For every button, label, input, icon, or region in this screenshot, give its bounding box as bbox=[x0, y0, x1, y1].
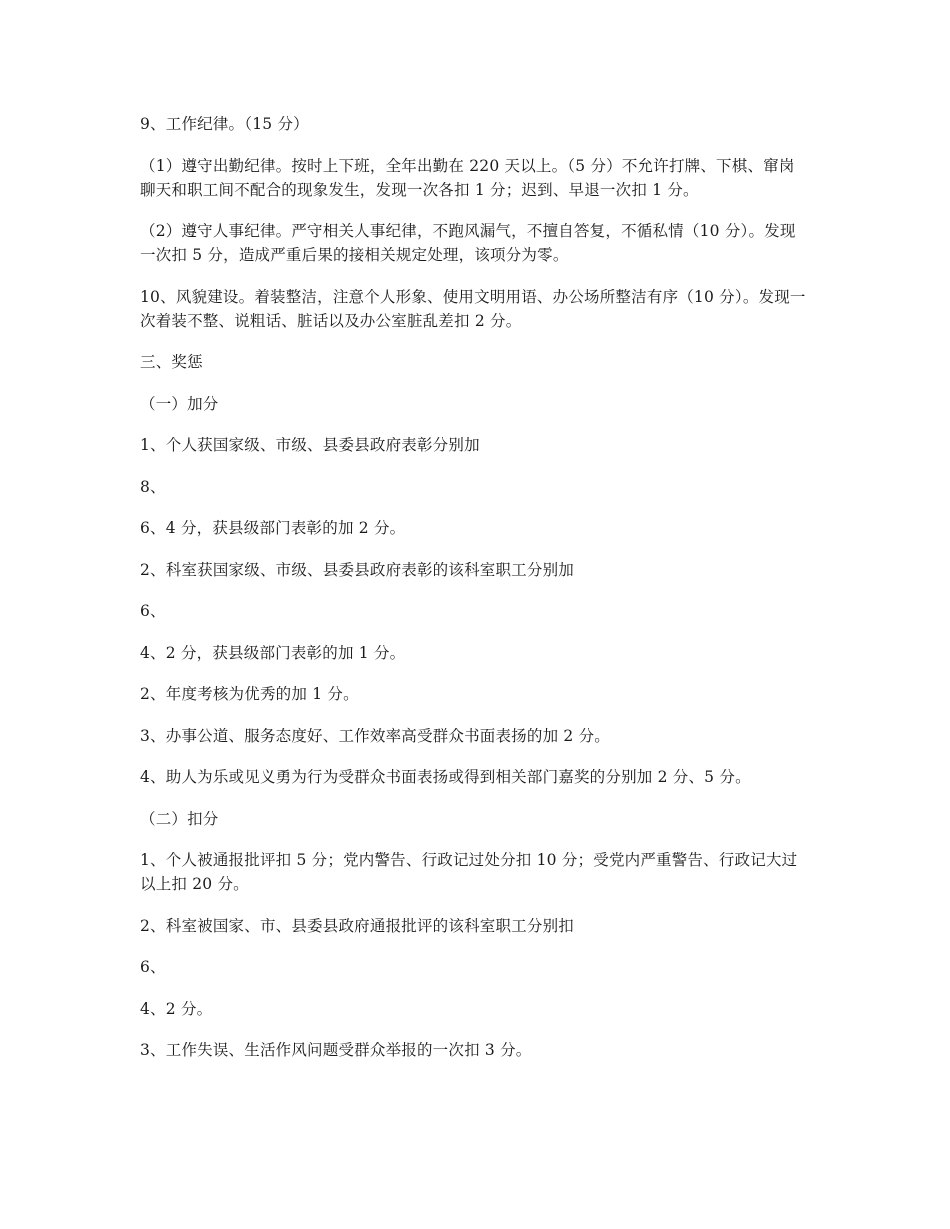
subheading-deductions: （二）扣分 bbox=[140, 809, 219, 828]
section-heading-work-discipline: 9、工作纪律。（15 分） bbox=[140, 115, 309, 133]
section-heading-appearance: 10、风貌建设。着装整洁，注意个人形象、使用文明用语、办公场所整洁有序（10 分）。发现一次着装不整、说粗话、脏话以及办公室脏乱差扣 2 分。 bbox=[140, 287, 806, 330]
list-item: 2、科室获国家级、市级、县委县政府表彰的该科室职工分别加 bbox=[140, 560, 574, 579]
list-item: 1、个人获国家级、市级、县委县政府表彰分别加 bbox=[140, 436, 480, 454]
list-item: 2、科室被国家、市、县委县政府通报批评的该科室职工分别扣 bbox=[140, 916, 574, 935]
list-item: 4、2 分。 bbox=[140, 999, 213, 1018]
list-item: 3、办事公道、服务态度好、工作效率高受群众书面表扬的加 2 分。 bbox=[140, 726, 610, 745]
list-item: 6、4 分，获县级部门表彰的加 2 分。 bbox=[140, 519, 406, 537]
paragraph-personnel-discipline: （2）遵守人事纪律。严守相关人事纪律，不跑风漏气，不擅自答复，不循私情（10 分）。发现一次扣 5 分，造成严重后果的接相关规定处理，该项分为零。 bbox=[140, 222, 796, 264]
document-page bbox=[140, 112, 810, 1080]
list-item: 1、个人被通报批评扣 5 分；党内警告、行政记过处分扣 10 分；受党内严重警告、行政记大过以上扣 20 分。 bbox=[140, 851, 798, 893]
list-item: 2、年度考核为优秀的加 1 分。 bbox=[140, 685, 359, 703]
list-item: 6、 bbox=[140, 602, 166, 620]
subheading-bonus-points: （一）加分 bbox=[140, 394, 219, 413]
list-item: 4、助人为乐或见义勇为行为受群众书面表扬或得到相关部门嘉奖的分别加 2 分、5 分。 bbox=[140, 768, 751, 786]
list-item: 8、 bbox=[140, 477, 166, 496]
paragraph-attendance-discipline: （1）遵守出勤纪律。按时上下班，全年出勤在 220 天以上。（5 分）不允许打牌、下棋、窜岗聊天和职工间不配合的现象发生，发现一次各扣 1 分；迟到、早退一次扣 1 分。 bbox=[140, 156, 795, 199]
list-item: 4、2 分，获县级部门表彰的加 1 分。 bbox=[140, 643, 406, 662]
list-item: 6、 bbox=[140, 958, 166, 976]
list-item: 3、工作失误、生活作风问题受群众举报的一次扣 3 分。 bbox=[140, 1041, 532, 1059]
section-heading-rewards-penalties: 三、奖惩 bbox=[140, 353, 203, 371]
